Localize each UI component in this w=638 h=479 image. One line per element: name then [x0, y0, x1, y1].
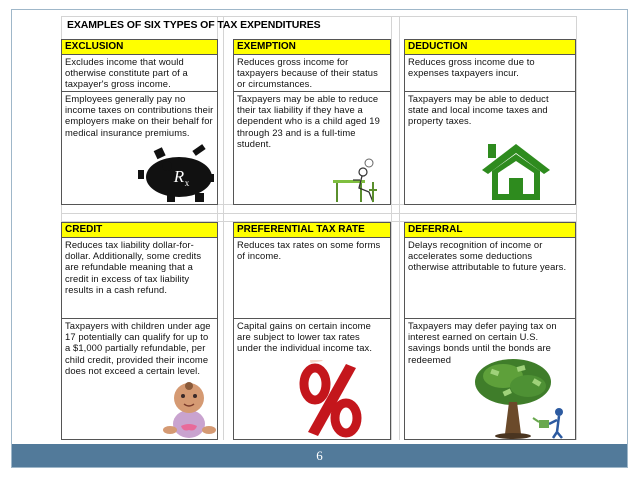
deduction-example: Taxpayers may be able to deduct state and local income taxes and property taxes. [408, 93, 549, 127]
exemption-example: Taxpayers may be able to reduce their tax liability if they have a dependent who is a child aged 19 through 23 and is a full-time student. [237, 93, 380, 149]
house-icon [479, 140, 553, 202]
exemption-definition: Reduces gross income for taxpayers because of their status or circumstances. [234, 55, 390, 92]
credit-example: Taxpayers with children under age 17 potentially can qualify for up to a $1,000 partially refundable, per child credit, provided their income does not exceed a certain level. [65, 320, 211, 376]
exclusion-definition: Excludes income that would otherwise constitute part of a taxpayer's gross income. [62, 55, 217, 92]
grid-line [391, 16, 392, 440]
deferral-example: Taxpayers may defer paying tax on interest earned on certain U.S. savings bonds until the bonds are redeemed [408, 320, 557, 365]
exclusion-example: Employees generally pay no income taxes on contributions their employers make on their behalf for medical insurance premiums. [65, 93, 214, 138]
percent-icon [296, 360, 366, 440]
deduction-heading: DEDUCTION [405, 40, 575, 55]
preferential-tax-rate-heading: PREFERENTIAL TAX RATE [234, 223, 390, 238]
exemption-heading: EXEMPTION [234, 40, 390, 55]
money-tree-icon [473, 358, 577, 440]
page-number: 6 [316, 448, 323, 463]
credit-heading: CREDIT [62, 223, 217, 238]
slide-footer [12, 444, 627, 467]
rx-prescription-icon [135, 144, 215, 204]
svg-text:x: x [184, 178, 190, 188]
grid-line [223, 16, 224, 440]
student-at-desk-icon [329, 156, 385, 206]
deferral-definition: Delays recognition of income or accelerates some deductions otherwise attributable to future years. [405, 238, 575, 319]
baby-icon [161, 378, 217, 440]
svg-text:R: R [173, 167, 185, 186]
credit-definition: Reduces tax liability dollar-for-dollar. Additionally, some credits are refundable meaning that a credit in excess of tax liability results in a cash refund. [62, 238, 217, 319]
preferential-tax-rate-definition: Reduces tax rates on some forms of income. [234, 238, 390, 319]
table-title: EXAMPLES OF SIX TYPES OF TAX EXPENDITURES [67, 19, 321, 31]
spreadsheet-area [61, 16, 577, 440]
grid-line [61, 16, 577, 17]
grid-line [61, 213, 577, 214]
exclusion-heading: EXCLUSION [62, 40, 217, 55]
grid-line [399, 16, 400, 440]
deferral-heading: DEFERRAL [405, 223, 575, 238]
preferential-tax-rate-example: Capital gains on certain income are subject to lower tax rates under the individual income tax. [237, 320, 373, 354]
deduction-definition: Reduces gross income due to expenses taxpayers incur. [405, 55, 575, 92]
